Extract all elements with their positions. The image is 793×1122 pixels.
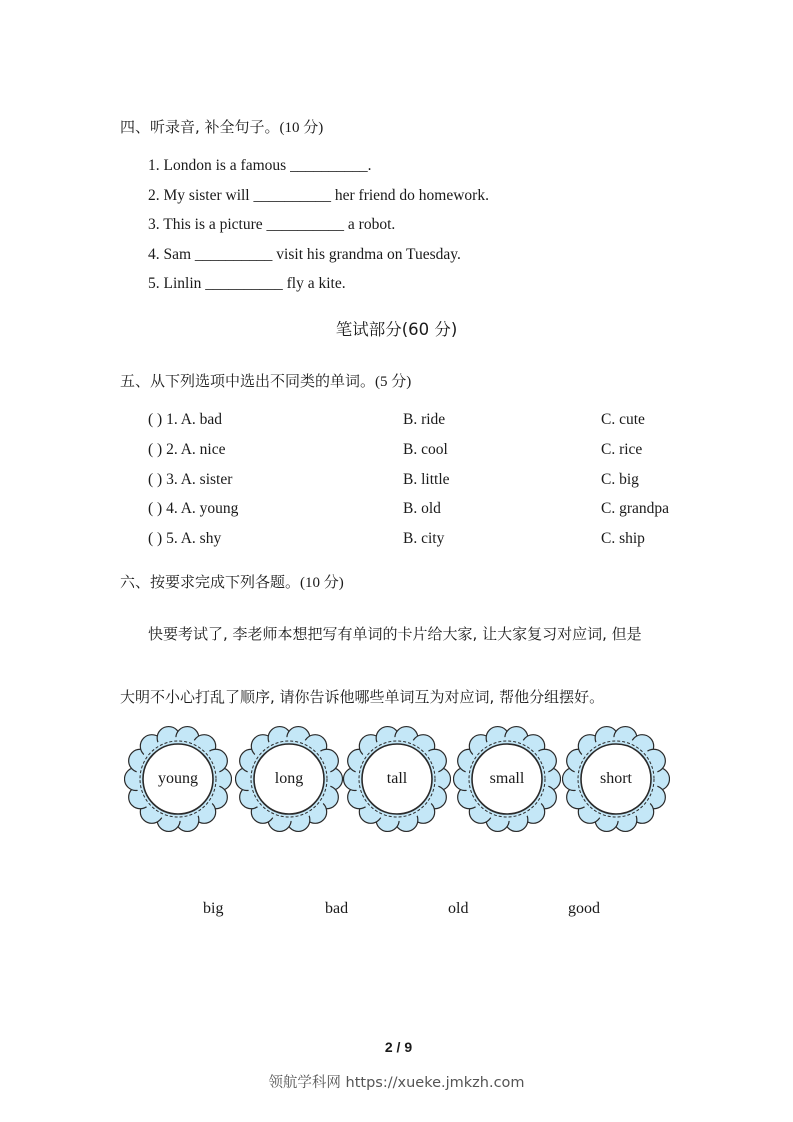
section6-paragraph-line1: 快要考试了, 李老师本想把写有单词的卡片给大家, 让大家复习对应词, 但是: [148, 625, 642, 643]
flower-word-long: long: [274, 770, 304, 787]
section5-points: (5 分): [375, 374, 412, 390]
section5-row-4-b: B. old: [403, 500, 441, 517]
flower-word-small: small: [489, 770, 525, 787]
section5-row-2-c: C. rice: [601, 441, 643, 458]
page-number: 2 / 9: [384, 1039, 413, 1055]
flower-word-tall: tall: [386, 770, 408, 787]
section5-row-5-c: C. ship: [601, 530, 645, 547]
bottom-word-bad: bad: [325, 900, 349, 917]
written-part-title: 笔试部分(60 分): [335, 320, 458, 339]
section4-title: 四、听录音, 补全句子。: [120, 118, 280, 136]
section5-row-2-b: B. cool: [403, 441, 448, 458]
section6-heading: [120, 571, 344, 592]
section4-item-5: 5. Linlin __________ fly a kite.: [148, 275, 346, 292]
section5-row-3-c: C. big: [601, 471, 639, 488]
flower-card-young: [124, 725, 232, 833]
section6-paragraph-line2: 大明不小心打乱了顺序, 请你告诉他哪些单词互为对应词, 帮他分组摆好。: [120, 688, 605, 706]
section5-row-1-b: B. ride: [403, 411, 446, 428]
section6-title: 六、按要求完成下列各题。: [120, 573, 301, 591]
section5-row-2-a: ( ) 2. A. nice: [148, 441, 226, 458]
bottom-word-big: big: [203, 900, 224, 917]
section5-title: 五、从下列选项中选出不同类的单词。: [120, 372, 376, 390]
section5-row-1-c: C. cute: [601, 411, 645, 428]
section5-row-4-c: C. grandpa: [601, 500, 670, 517]
section4-item-4: 4. Sam __________ visit his grandma on Tuesday.: [148, 246, 461, 263]
flower-word-young: young: [158, 770, 198, 787]
section4-points: (10 分): [279, 120, 324, 136]
flower-card-tall: [343, 725, 451, 833]
flower-card-short: [562, 725, 670, 833]
section4-item-2: 2. My sister will __________ her friend do homework.: [148, 187, 489, 204]
flower-word-short: short: [600, 770, 632, 787]
section5-row-4-a: ( ) 4. A. young: [148, 500, 239, 517]
section4-item-3: 3. This is a picture __________ a robot.: [148, 216, 396, 233]
section5-row-5-b: B. city: [403, 530, 445, 547]
flower-card-small: [453, 725, 561, 833]
section5-row-1-a: ( ) 1. A. bad: [148, 411, 223, 428]
bottom-word-good: good: [568, 900, 600, 917]
section6-points: (10 分): [300, 575, 344, 591]
bottom-word-old: old: [448, 900, 469, 917]
section5-row-3-b: B. little: [403, 471, 450, 488]
section4-heading: [120, 116, 323, 137]
footer-site: 领航学科网 https://xueke.jmkzh.com: [268, 1075, 525, 1091]
section5-row-3-a: ( ) 3. A. sister: [148, 471, 233, 488]
section5-heading: [120, 370, 411, 391]
flower-card-long: [235, 725, 343, 833]
section4-item-1: 1. London is a famous __________.: [148, 157, 372, 174]
section5-row-5-a: ( ) 5. A. shy: [148, 530, 222, 547]
